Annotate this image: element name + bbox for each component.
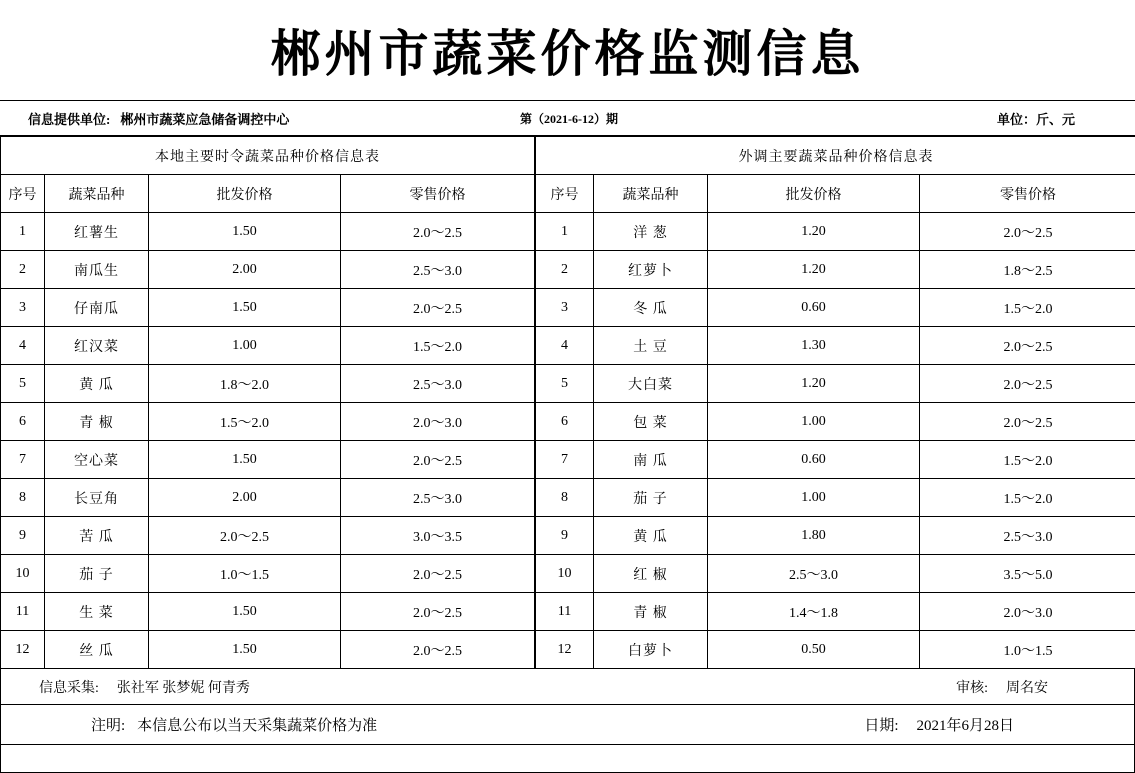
cell-name: 茄 子: [594, 479, 708, 517]
column-header-wholesale: 批发价格: [149, 175, 341, 213]
table-row: [536, 327, 1135, 365]
unit-label: 单位：斤、元: [850, 109, 1135, 128]
date-block: [864, 714, 1134, 735]
column-header-wholesale: 批发价格: [708, 175, 920, 213]
note-value: 本信息公布以当天采集蔬菜价格为准: [137, 714, 377, 735]
cell-seq: 4: [536, 327, 594, 365]
cell-seq: 3: [536, 289, 594, 327]
cell-retail: 1.5～2.0: [920, 441, 1135, 479]
date-value: 2021年6月28日: [916, 714, 1014, 735]
external-price-table: [535, 136, 1135, 669]
table-row: [1, 593, 535, 631]
cell-retail: 2.0～2.5: [341, 631, 535, 669]
table-row: [536, 593, 1135, 631]
cell-seq: 8: [1, 479, 45, 517]
cell-wholesale: 1.20: [708, 251, 920, 289]
cell-seq: 1: [536, 213, 594, 251]
table-row: [1, 403, 535, 441]
cell-name: 南瓜生: [45, 251, 149, 289]
local-table-title-row: [1, 137, 535, 175]
cell-seq: 8: [536, 479, 594, 517]
cell-retail: 2.0～2.5: [920, 365, 1135, 403]
cell-retail: 1.8～2.5: [920, 251, 1135, 289]
auditor-block: [956, 677, 1134, 697]
cell-name: 包 菜: [594, 403, 708, 441]
table-row: [1, 441, 535, 479]
cell-seq: 6: [1, 403, 45, 441]
issue-number: 第（2021-6-12）期: [520, 110, 850, 127]
provider-block: [0, 109, 520, 128]
cell-name: 红薯生: [45, 213, 149, 251]
table-row: [1, 213, 535, 251]
cell-wholesale: 1.00: [708, 479, 920, 517]
cell-wholesale: 1.50: [149, 441, 341, 479]
cell-wholesale: 2.00: [149, 479, 341, 517]
cell-seq: 11: [1, 593, 45, 631]
cell-seq: 12: [536, 631, 594, 669]
table-row: [1, 555, 535, 593]
bottom-blank-row: [0, 745, 1135, 773]
title-band: [0, 0, 1135, 101]
cell-retail: 3.0～3.5: [341, 517, 535, 555]
table-row: [536, 555, 1135, 593]
cell-name: 黄 瓜: [594, 517, 708, 555]
external-table-header-row: [536, 175, 1135, 213]
cell-name: 丝 瓜: [45, 631, 149, 669]
cell-wholesale: 1.00: [149, 327, 341, 365]
cell-retail: 2.0～3.0: [920, 593, 1135, 631]
table-row: [1, 479, 535, 517]
cell-retail: 2.0～2.5: [920, 403, 1135, 441]
table-row: [1, 251, 535, 289]
cell-wholesale: 1.20: [708, 365, 920, 403]
cell-wholesale: 2.5～3.0: [708, 555, 920, 593]
table-row: [536, 441, 1135, 479]
cell-name: 仔南瓜: [45, 289, 149, 327]
table-row: [1, 289, 535, 327]
cell-wholesale: 1.20: [708, 213, 920, 251]
cell-name: 红萝卜: [594, 251, 708, 289]
cell-wholesale: 1.50: [149, 213, 341, 251]
cell-retail: 2.5～3.0: [341, 365, 535, 403]
cell-wholesale: 2.0～2.5: [149, 517, 341, 555]
table-row: [536, 631, 1135, 669]
cell-seq: 10: [1, 555, 45, 593]
cell-retail: 2.0～2.5: [341, 555, 535, 593]
cell-seq: 11: [536, 593, 594, 631]
collector-value: 张社军 张梦妮 何青秀: [117, 677, 250, 697]
cell-seq: 9: [536, 517, 594, 555]
cell-wholesale: 1.80: [708, 517, 920, 555]
cell-name: 大白菜: [594, 365, 708, 403]
cell-retail: 2.0～3.0: [341, 403, 535, 441]
cell-retail: 2.0～2.5: [341, 289, 535, 327]
cell-retail: 1.5～2.0: [920, 479, 1135, 517]
info-bar: [0, 101, 1135, 136]
column-header-name: 蔬菜品种: [594, 175, 708, 213]
cell-wholesale: 2.00: [149, 251, 341, 289]
cell-name: 红汉菜: [45, 327, 149, 365]
cell-name: 苦 瓜: [45, 517, 149, 555]
column-header-seq: 序号: [1, 175, 45, 213]
cell-retail: 2.0～2.5: [341, 441, 535, 479]
cell-name: 黄 瓜: [45, 365, 149, 403]
cell-name: 青 椒: [594, 593, 708, 631]
table-row: [1, 631, 535, 669]
cell-wholesale: 1.50: [149, 631, 341, 669]
cell-wholesale: 1.50: [149, 289, 341, 327]
date-label: 日期:: [864, 714, 898, 735]
collector-label: 信息采集:: [39, 677, 99, 697]
cell-name: 空心菜: [45, 441, 149, 479]
cell-wholesale: 0.60: [708, 289, 920, 327]
auditor-value: 周名安: [1006, 677, 1048, 697]
note-block: [1, 714, 377, 735]
local-price-table: [0, 136, 535, 669]
external-table-title: 外调主要蔬菜品种价格信息表: [536, 137, 1135, 175]
cell-seq: 4: [1, 327, 45, 365]
cell-retail: 2.0～2.5: [341, 593, 535, 631]
cell-name: 茄 子: [45, 555, 149, 593]
cell-wholesale: 1.5～2.0: [149, 403, 341, 441]
cell-wholesale: 1.00: [708, 403, 920, 441]
cell-retail: 1.5～2.0: [920, 289, 1135, 327]
table-row: [1, 517, 535, 555]
cell-retail: 2.5～3.0: [341, 479, 535, 517]
cell-wholesale: 1.50: [149, 593, 341, 631]
cell-wholesale: 0.50: [708, 631, 920, 669]
tables-container: [0, 136, 1135, 669]
cell-seq: 7: [1, 441, 45, 479]
cell-seq: 6: [536, 403, 594, 441]
cell-wholesale: 1.30: [708, 327, 920, 365]
table-row: [536, 289, 1135, 327]
cell-name: 生 菜: [45, 593, 149, 631]
auditor-label: 审核:: [956, 677, 988, 697]
cell-seq: 5: [536, 365, 594, 403]
cell-wholesale: 1.8～2.0: [149, 365, 341, 403]
page-title: 郴州市蔬菜价格监测信息: [271, 14, 865, 86]
cell-seq: 2: [536, 251, 594, 289]
cell-seq: 2: [1, 251, 45, 289]
table-row: [536, 517, 1135, 555]
cell-seq: 12: [1, 631, 45, 669]
cell-seq: 9: [1, 517, 45, 555]
provider-value: 郴州市蔬菜应急储备调控中心: [120, 109, 289, 128]
column-header-retail: 零售价格: [920, 175, 1135, 213]
cell-name: 长豆角: [45, 479, 149, 517]
column-header-retail: 零售价格: [341, 175, 535, 213]
cell-retail: 3.5～5.0: [920, 555, 1135, 593]
table-row: [1, 365, 535, 403]
table-row: [536, 365, 1135, 403]
cell-retail: 2.5～3.0: [920, 517, 1135, 555]
cell-retail: 1.5～2.0: [341, 327, 535, 365]
cell-seq: 3: [1, 289, 45, 327]
cell-name: 冬 瓜: [594, 289, 708, 327]
cell-retail: 2.0～2.5: [341, 213, 535, 251]
table-row: [1, 327, 535, 365]
cell-wholesale: 1.0～1.5: [149, 555, 341, 593]
cell-name: 青 椒: [45, 403, 149, 441]
local-table-title: 本地主要时令蔬菜品种价格信息表: [1, 137, 535, 175]
note-row: [0, 705, 1135, 745]
table-row: [536, 251, 1135, 289]
cell-name: 洋 葱: [594, 213, 708, 251]
cell-retail: 2.0～2.5: [920, 327, 1135, 365]
cell-wholesale: 1.4～1.8: [708, 593, 920, 631]
column-header-name: 蔬菜品种: [45, 175, 149, 213]
cell-retail: 2.0～2.5: [920, 213, 1135, 251]
cell-seq: 5: [1, 365, 45, 403]
note-label: 注明:: [91, 714, 125, 735]
column-header-seq: 序号: [536, 175, 594, 213]
table-row: [536, 213, 1135, 251]
cell-seq: 7: [536, 441, 594, 479]
cell-name: 白萝卜: [594, 631, 708, 669]
external-table-title-row: [536, 137, 1135, 175]
cell-retail: 1.0～1.5: [920, 631, 1135, 669]
cell-name: 南 瓜: [594, 441, 708, 479]
collector-row: [0, 669, 1135, 705]
cell-name: 土 豆: [594, 327, 708, 365]
cell-seq: 10: [536, 555, 594, 593]
local-table-header-row: [1, 175, 535, 213]
cell-seq: 1: [1, 213, 45, 251]
cell-retail: 2.5～3.0: [341, 251, 535, 289]
table-row: [536, 403, 1135, 441]
provider-label: 信息提供单位:: [28, 109, 110, 128]
cell-wholesale: 0.60: [708, 441, 920, 479]
cell-name: 红 椒: [594, 555, 708, 593]
table-row: [536, 479, 1135, 517]
collector-block: [1, 677, 250, 697]
